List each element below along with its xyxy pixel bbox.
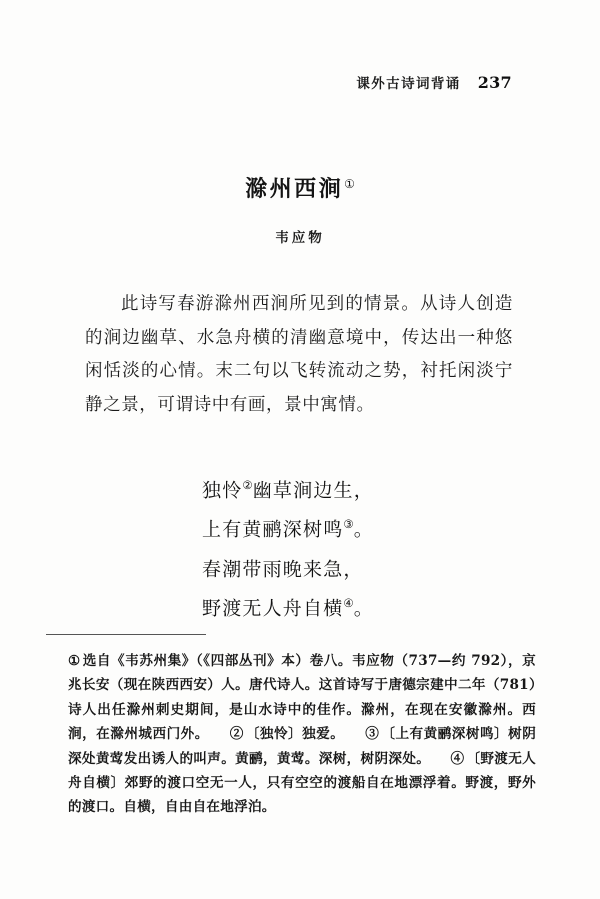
poem-line-text: 独怜 — [202, 479, 243, 502]
footnote-separator-rule — [46, 634, 206, 635]
poem-line-text: 上有黄鹂深树鸣 — [202, 518, 344, 541]
poem-line-text: 春潮带雨晚来急， — [202, 557, 364, 580]
footnote-number: ② — [229, 726, 244, 743]
running-head — [356, 72, 512, 92]
poem-introduction: 此诗写春游滁州西涧所见到的情景。从诗人创造的涧边幽草、水急舟横的清幽意境中，传达出一种悠闲恬淡的心情。末二句以飞转流动之势，衬托闲淡宁静之景，可谓诗中有画，景中寓情。 — [85, 294, 513, 415]
footnote-item — [209, 726, 345, 742]
running-head-title: 课外古诗词背诵 — [356, 76, 461, 92]
poem-title — [0, 172, 600, 203]
poem-line — [202, 547, 374, 586]
footnote-text: 〔上有黄鹂深树鸣〕树阴深处黄莺发出诱人的叫声。黄鹂，黄莺。深树，树阴深处。 — [68, 726, 537, 767]
footnote-text: 选自《韦苏州集》（《四部丛刊》本）卷八。韦应物（737—约 792），京兆长安（现在陕西西安）人。唐代诗人。这首诗写于唐德宗建中二年（781）诗人出任滁州刺史期间，是山水诗中的佳作。滁州，在现在安徽滁州。西涧，在滁州城西门外。 — [68, 653, 537, 743]
poem-title-text: 滁州西涧 — [245, 176, 344, 202]
footnote-ref-3: ③ — [343, 517, 354, 532]
poem-author: 韦应物 — [275, 230, 325, 246]
footnote-block — [68, 649, 536, 820]
footnote-ref-2: ② — [242, 478, 253, 492]
footnote-ref-1: ① — [344, 176, 355, 191]
footnote-number: ③ — [365, 726, 380, 743]
page-number: 237 — [477, 73, 512, 92]
footnote-text: 〔独怜〕独爱。 — [245, 726, 345, 743]
poem-line-text: 野渡无人舟自横 — [202, 597, 344, 620]
poem-line — [202, 507, 374, 546]
footnote-text: 〔野渡无人舟自横〕郊野的渡口空无一人，只有空空的渡船自在地漂浮着。野渡，野外的渡口。自横，自由自在地浮泊。 — [68, 750, 537, 816]
poem-line — [202, 468, 374, 507]
footnote-number: ④ — [450, 750, 465, 767]
footnote-ref-4: ④ — [343, 595, 354, 610]
poem-line — [202, 586, 374, 625]
poem-line-text-tail: 。 — [353, 597, 374, 620]
footnote-number: ① — [68, 653, 81, 669]
poem-body — [202, 468, 374, 625]
poem-line-text-tail: 幽草涧边生， — [252, 479, 374, 502]
poem-line-text-tail: 。 — [353, 518, 374, 541]
